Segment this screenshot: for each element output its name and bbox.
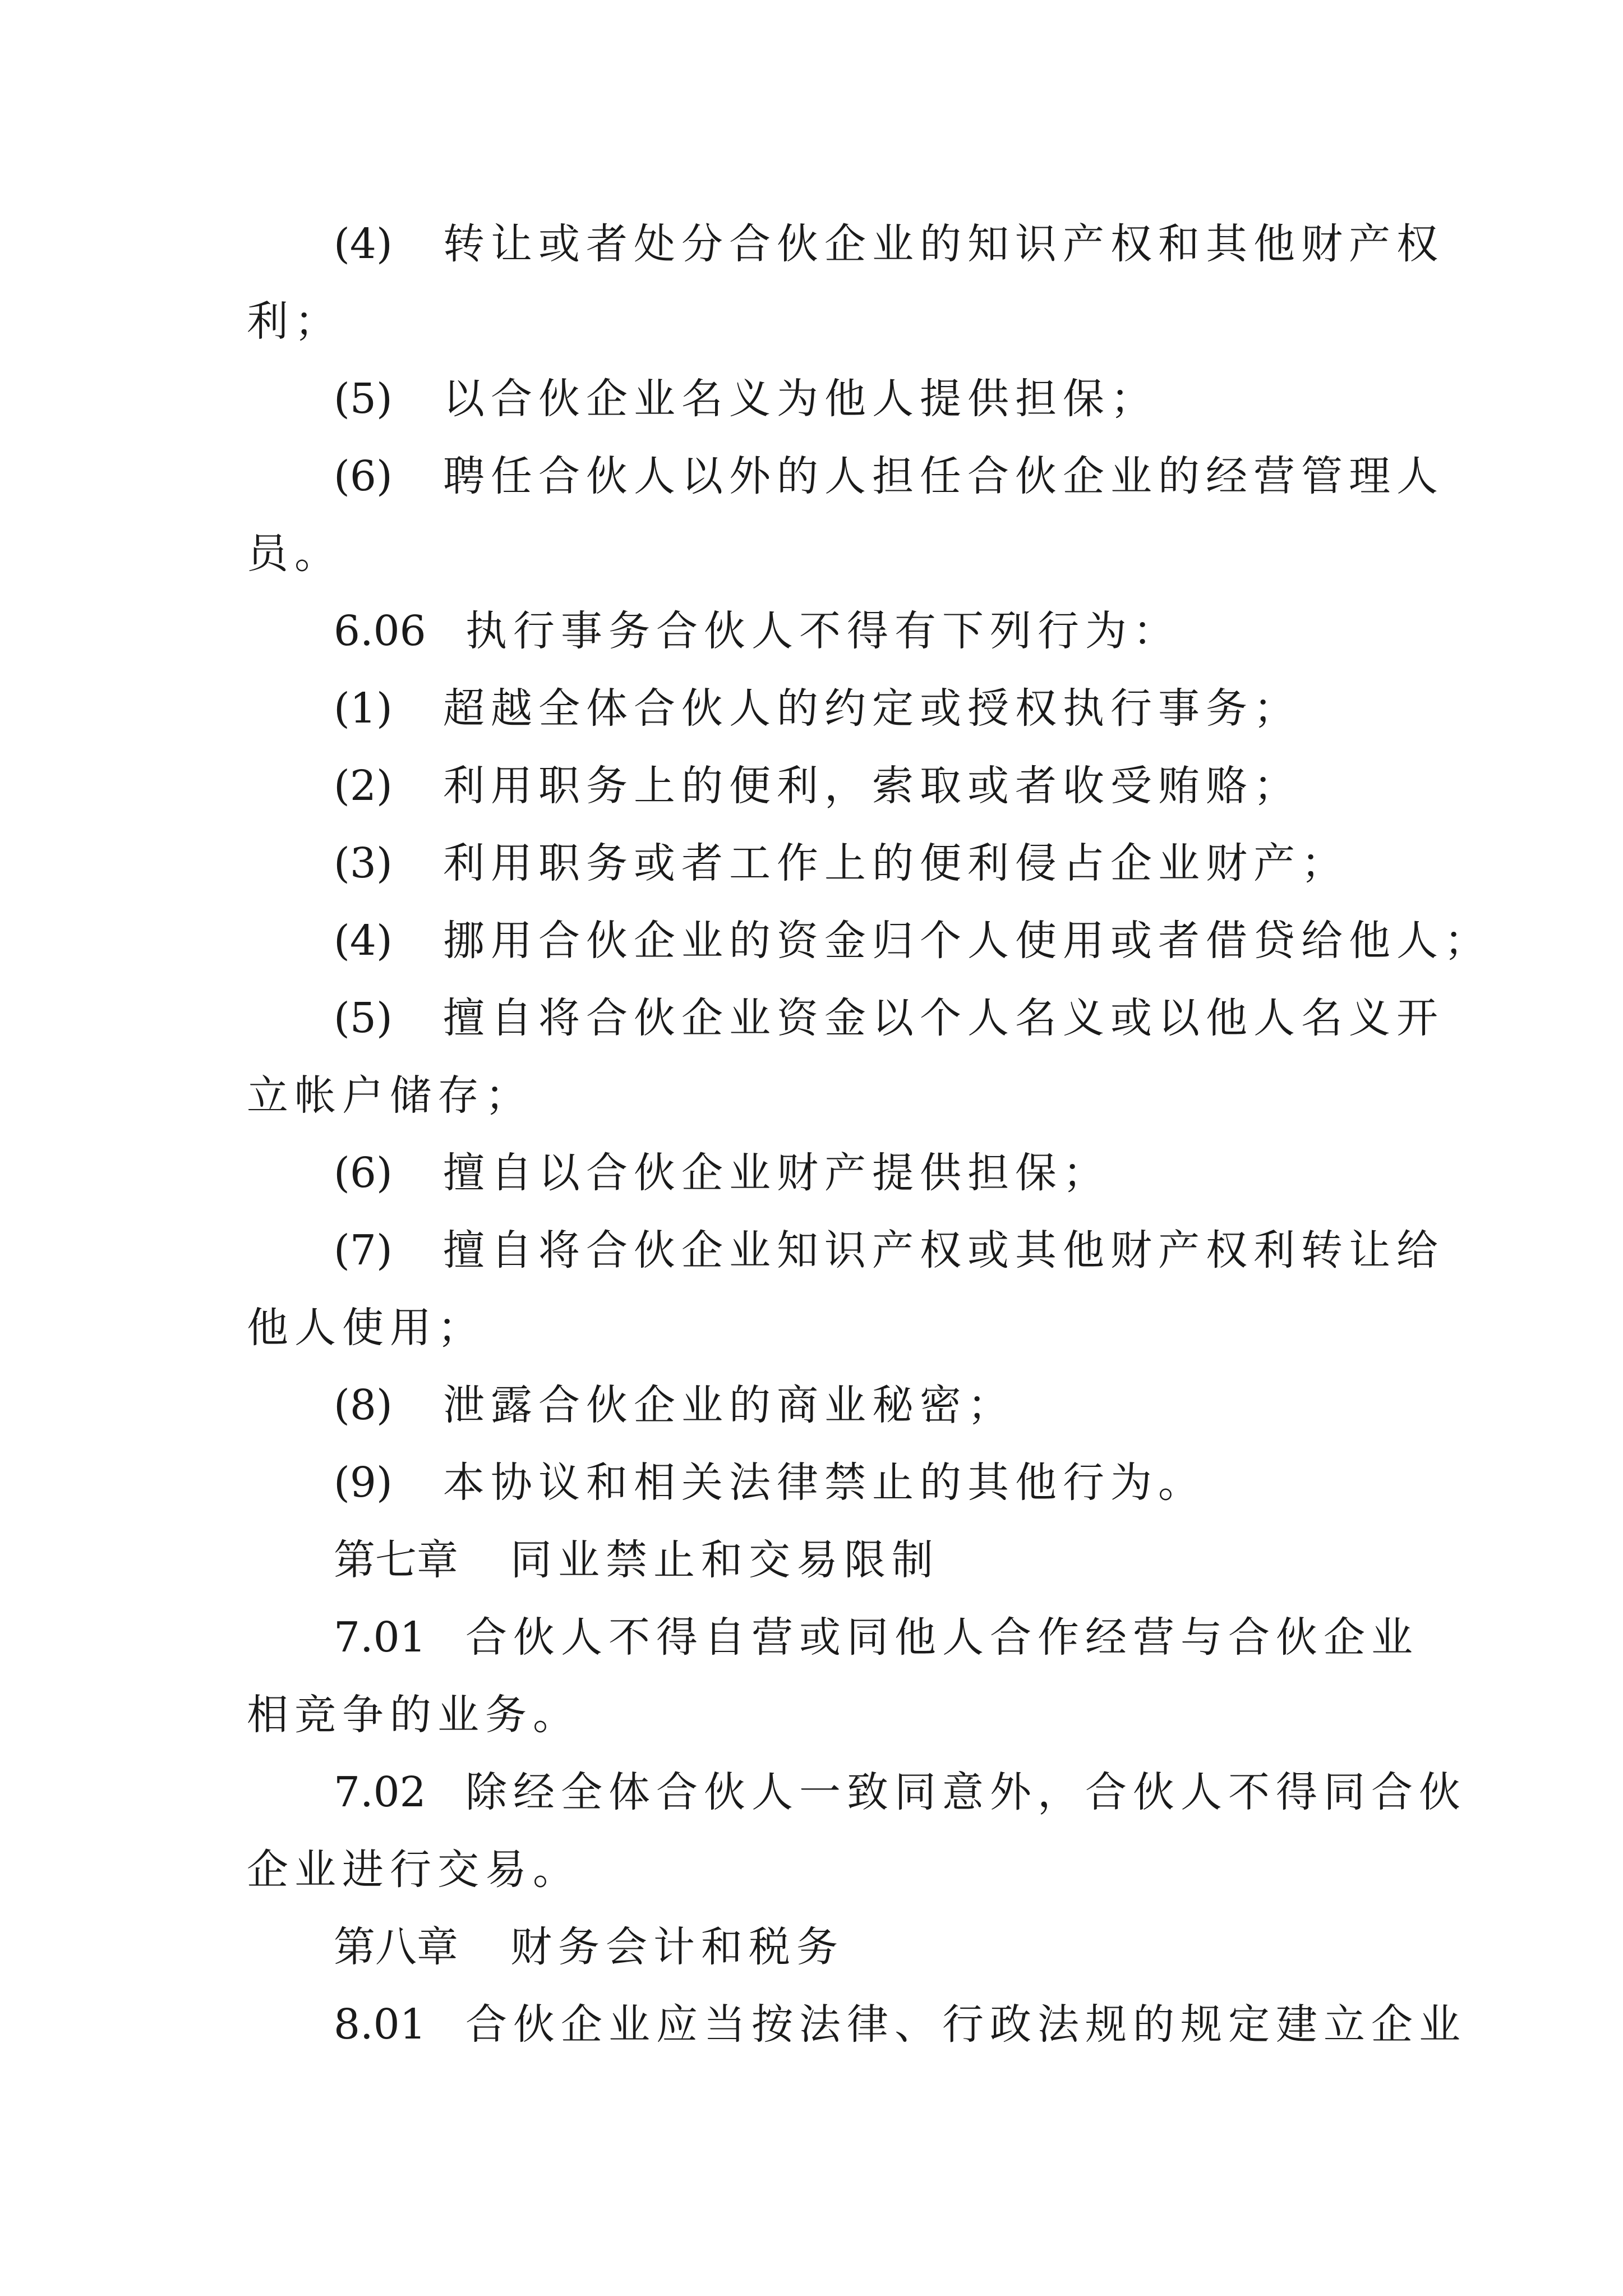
- item-text: 本协议和相关法律禁止的其他行为。: [443, 1458, 1206, 1507]
- item-text: 擅自将合伙企业资金以个人名义或以他人名义开: [443, 994, 1444, 1042]
- continuation-line: [0, 1065, 1623, 1126]
- item-text: 擅自将合伙企业知识产权或其他财产权利转让给: [443, 1226, 1444, 1274]
- list-item: [0, 832, 1623, 894]
- item-number: (5): [334, 994, 393, 1042]
- item-text: 利用职务上的便利，索取或者收受贿赂；: [443, 762, 1301, 810]
- list-item: [0, 1374, 1623, 1436]
- clause-number: 6.06: [334, 607, 426, 655]
- list-item: [0, 910, 1623, 972]
- item-text-continued: 他人使用；: [247, 1304, 485, 1352]
- item-text: 挪用合伙企业的资金归个人使用或者借贷给他人；: [443, 917, 1492, 965]
- clause-heading: [0, 1607, 1623, 1668]
- clause-text: 合伙人不得自营或同他人合作经营与合伙企业: [465, 1613, 1419, 1662]
- chapter-title: 同业禁止和交易限制: [510, 1536, 939, 1584]
- list-item: [0, 213, 1623, 275]
- clause-text: 合伙企业应当按法律、行政法规的规定建立企业: [465, 2000, 1467, 2049]
- item-text: 泄露合伙企业的商业秘密；: [443, 1381, 1015, 1429]
- item-text-continued: 利；: [247, 297, 342, 346]
- continuation-line: [0, 1839, 1623, 1901]
- continuation-line: [0, 1684, 1623, 1746]
- item-text: 转让或者处分合伙企业的知识产权和其他财产权: [443, 220, 1444, 268]
- item-text: 聘任合伙人以外的人担任合伙企业的经营管理人: [443, 452, 1444, 500]
- list-item: [0, 1452, 1623, 1513]
- continuation-line: [0, 291, 1623, 352]
- list-item: [0, 368, 1623, 430]
- chapter-heading: [0, 1529, 1623, 1591]
- clause-heading: [0, 1761, 1623, 1823]
- item-number: (7): [334, 1226, 393, 1274]
- item-text-continued: 立帐户储存；: [247, 1071, 533, 1120]
- chapter-number: 第七章: [334, 1536, 458, 1584]
- clause-text-continued: 企业进行交易。: [247, 1846, 580, 1894]
- item-number: (9): [334, 1458, 393, 1507]
- item-number: (4): [334, 220, 393, 268]
- chapter-number: 第八章: [334, 1923, 458, 1971]
- list-item: [0, 445, 1623, 507]
- clause-heading: [0, 1994, 1623, 2055]
- list-item: [0, 987, 1623, 1049]
- clause-number: 7.02: [334, 1768, 426, 1816]
- list-item: [0, 1220, 1623, 1281]
- list-item: [0, 1142, 1623, 1204]
- item-text: 擅自以合伙企业财产提供担保；: [443, 1149, 1110, 1197]
- clause-text: 执行事务合伙人不得有下列行为：: [465, 607, 1181, 655]
- chapter-heading: [0, 1916, 1623, 1978]
- item-number: (8): [334, 1381, 393, 1429]
- item-number: (5): [334, 375, 393, 423]
- item-text: 超越全体合伙人的约定或授权执行事务；: [443, 684, 1301, 733]
- continuation-line: [0, 523, 1623, 585]
- item-text: 以合伙企业名义为他人提供担保；: [443, 375, 1158, 423]
- item-text-continued: 员。: [247, 530, 342, 578]
- item-number: (1): [334, 684, 393, 733]
- clause-heading: [0, 600, 1623, 662]
- item-number: (6): [334, 1149, 393, 1197]
- list-item: [0, 755, 1623, 817]
- clause-number: 8.01: [334, 2000, 426, 2049]
- clause-number: 7.01: [334, 1613, 426, 1662]
- item-number: (3): [334, 839, 393, 887]
- clause-text: 除经全体合伙人一致同意外，合伙人不得同合伙: [465, 1768, 1467, 1816]
- list-item: [0, 678, 1623, 739]
- item-number: (6): [334, 452, 393, 500]
- chapter-title: 财务会计和税务: [510, 1923, 844, 1971]
- item-number: (4): [334, 917, 393, 965]
- clause-text-continued: 相竞争的业务。: [247, 1691, 580, 1739]
- item-text: 利用职务或者工作上的便利侵占企业财产；: [443, 839, 1349, 887]
- item-number: (2): [334, 762, 393, 810]
- continuation-line: [0, 1297, 1623, 1359]
